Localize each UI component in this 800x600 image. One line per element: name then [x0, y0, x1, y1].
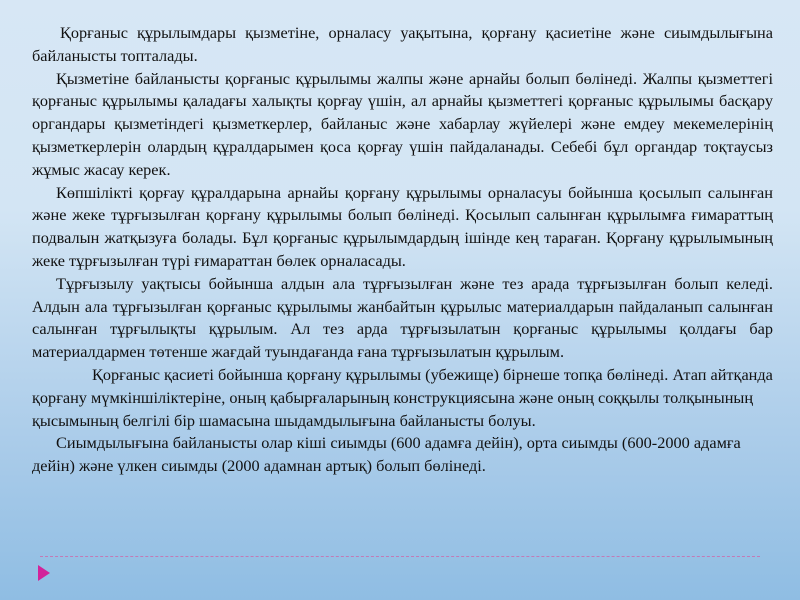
paragraph-by-construction-time: Тұрғызылу уақтысы бойынша алдын ала тұрғызылған және тез арада тұрғызылған болып келеді. Алдын ала тұрғызылған қорғаныс құрылымы жанбайтын құрылыс материалдарын пайдаланып салынған салынған тұрғылықты құрылым. Ал тез арда тұрғызылатын қорғаныс құрылымы қолдағы бар материалдармен төтенше жағдай туындағанда ғана тұрғызылатын құрылым.: [32, 273, 773, 362]
next-slide-triangle-right-icon[interactable]: [38, 565, 50, 581]
footer-divider: [40, 556, 760, 557]
paragraph-by-capacity: Сиымдылығына байланысты олар кіші сиымды (600 адамға дейін), орта сиымды (600-2000 адамға дейін) және үлкен сиымды (2000 адамнан артық) болып бөлінеді.: [32, 433, 741, 476]
paragraph-classification-intro: Қорғаныс құрылымдары қызметіне, орналасу уақытына, қорғану қасиетіне және сиымдылығына байланысты топталады.: [32, 23, 773, 65]
paragraph-by-location: Көпшілікті қорғау құралдарына арнайы қорғану құрылымы орналасуы бойынша қосылып салынған және жеке тұрғызылған қорғану құрылымы болып бөлінеді. Қосылып салынған құрылымға ғимараттың подвалын жатқызуға болады. Бұл қорғаныс құрылымдардың ішінде кең тараған. Қорғану құрылымының жеке тұрғызылған түрі ғимараттан бөлек орналасады.: [32, 182, 773, 270]
paragraph-by-function: Қызметіне байланысты қорғаныс құрылымы жалпы және арнайы болып бөлінеді. Жалпы қызметтегі қорғаныс құрылымы қаладағы халықты қорғау үшін, ал арнайы қызметтегі қорғаныс құрылымы басқару органдары қызметіндегі қызметкерлер, байланыс және хабарлау жүйелері және емдеу мекемелерінің қызметкерлерін олардың құралдарымен қоса қорғау үшін пайдаланады. Себебі бұл органдар тоқтаусыз жұмыс жасау керек.: [32, 68, 773, 179]
slide-text-body: [32, 22, 773, 478]
paragraph-by-protective-property: Қорғаныс қасиеті бойынша қорғану құрылымы (убежище) бірнеше топқа бөлінеді. Атап айтқанда қорғану мүмкіншіліктеріне, оның қабырғаларының конструкциясына және оның соққылы толқынының қысымының белгілі бір шамасына шыдамдылығына байланысты болуы.: [32, 364, 773, 430]
